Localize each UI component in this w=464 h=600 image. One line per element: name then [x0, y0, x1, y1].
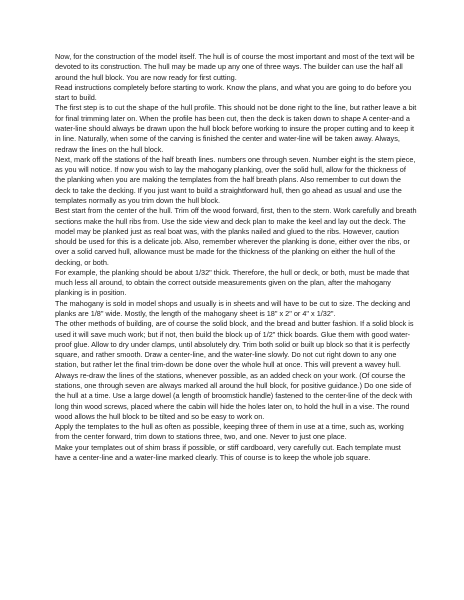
paragraph-stations: Next, mark off the stations of the half breath lines. numbers one through seven. Number eight is the stern piece, as you will notice. If now you wish to lay the mahogany planking, over the solid hull, allow for the thickness of the planking when you are making the templates from the half breath plans. Also remember to cut down the deck to take the decking. If you just want to build a straightforward hull, then go ahead as usual and use the templates normally as you trim down the hull block. [55, 154, 416, 205]
paragraph-other-methods: The other methods of building, are of course the solid block, and the bread and butter fashion. If a solid block is used it will save much work; but if not, then build the block up of 1/2" thick boards. Glue them with good water-proof glue. Allow to dry under clamps, until absolutely dry. Trim both solid or built up block so that it is perfectly square, and rather smooth. Draw a center-line, and the water-line slowly. Do not cut right down to any one station, but rather let the final trim-down be done over the whole hull at once. This will prevent a wavey hull. Always re-draw the lines of the stations, whenever possible, as an added check on your work. (Of course the stations, one through seven are always marked all around the hull block, for positive guidance.) Do one side of the hull at a time. Use a large dowel (a length of broomstick handle) fastened to the center-line of the deck with long thin wood screws, placed where the cabin will hide the holes later on, to hold the hull in a vise. The round wood allows the hull block to be tilted and so be easy to work on. [55, 319, 414, 421]
paragraph-trimming: Best start from the center of the hull. Trim off the wood forward, first, then to the stern. Work carefully and breath sections make the hull ribs from. Use the side view and deck plan to make the keel and lay out the deck. The model may be planked just as real boat was, with the planks nailed and glued to the ribs. However, caution should be used for this is a delicate job. Also, remember wherever the planking is done, either over the ribs, or over a solid carved hull, allowance must be made for the thickness of the planking on either the hull of the decking, or both. [55, 206, 417, 267]
paragraph-templates: Apply the templates to the hull as often as possible, keeping three of them in use at a time, such as, working from the center forward, trim down to stations three, two, and one. Never to just one place. [55, 422, 404, 442]
body-text [55, 52, 417, 463]
paragraph-first-step: The first step is to cut the shape of the hull profile. This should not be done right to the line, but rather leave a bit for final trimming later on. When the profile has been cut, then the deck is taken down to shape A center-and a water-line should always be drawn upon the hull block before working to insure the proper cutting and to keep it in line. Naturally, when some of the carving is finished the center and water-line will be taken away. Always, redraw the lines on the hull block. [55, 103, 417, 154]
paragraph-intro: Now, for the construction of the model itself. The hull is of course the most important and most of the text will be devoted to its construction. The hull may be made up any one of three ways. The builder can use the half all around the hull block. You are now ready for first cutting. [55, 52, 415, 82]
paragraph-read-instructions: Read instructions completely before starting to work. Know the plans, and what you are going to do before you start to build. [55, 82, 412, 103]
paragraph-mahogany: The mahogany is sold in model shops and usually is in sheets and will have to be cut to size. The decking and planks are 1/8" wide. Mostly, the length of the mahogany sheet is 18" x 2" or 4" x 1/32". [55, 298, 411, 319]
paragraph-planking-example: For example, the planking should be about 1/32" thick. Therefore, the hull or deck, or both, must be made that much less all around, to obtain the correct outside measurements given on the plan, after the mahogany planking is in position. [55, 267, 410, 298]
paragraph-shim-brass: Make your templates out of shim brass if possible, or stiff cardboard, very carefully cut. Each template must have a center-line and a water-line marked clearly. This of course is to keep the whole job square. [55, 442, 401, 462]
